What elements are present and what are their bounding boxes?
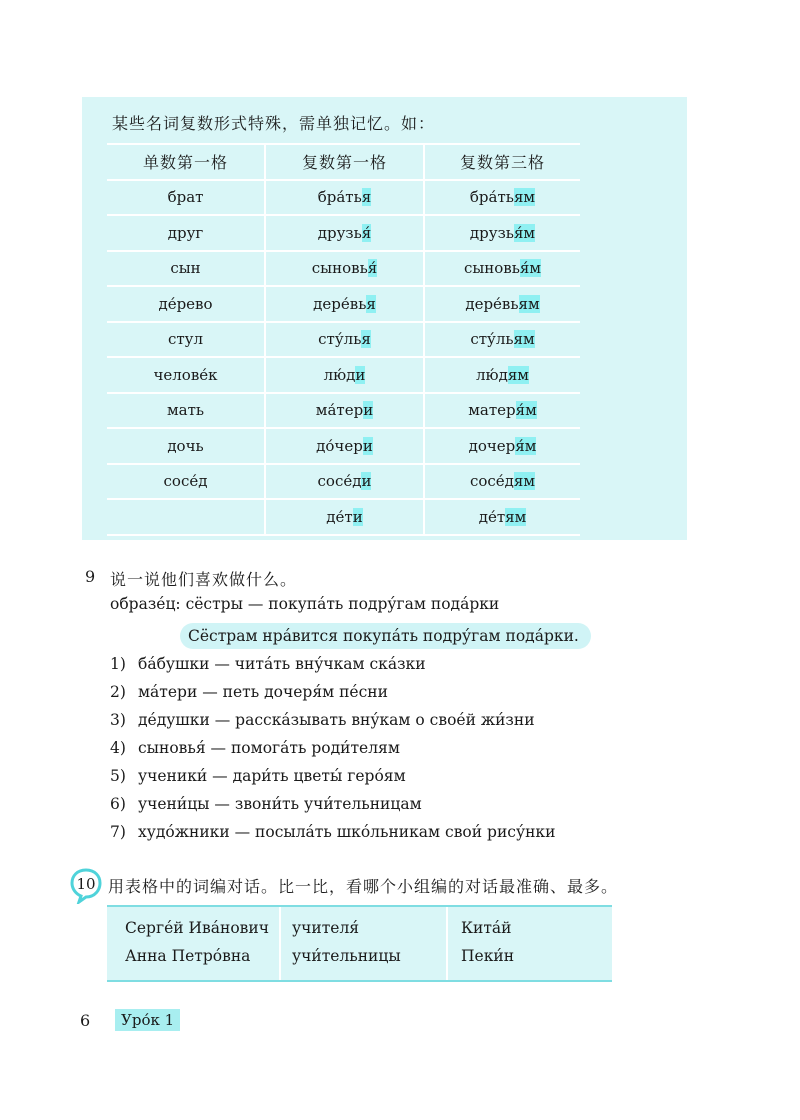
word-stem: сосе́д bbox=[317, 472, 362, 491]
plural-nominative-cell bbox=[265, 286, 424, 322]
singular-cell: друг bbox=[107, 215, 265, 251]
highlighted-ending: я́м bbox=[513, 223, 536, 242]
plural-table-row bbox=[107, 464, 580, 500]
item-number: 3) bbox=[110, 711, 126, 729]
highlighted-ending: ям bbox=[505, 507, 527, 526]
highlighted-ending: я́м bbox=[515, 436, 537, 455]
highlighted-ending: я́м bbox=[515, 401, 537, 420]
plural-table-row bbox=[107, 428, 580, 464]
item-text: ба́бушки — чита́ть вну́чкам ска́зки bbox=[138, 655, 426, 673]
plural-nominative-cell bbox=[265, 322, 424, 358]
exercise-10-number: 10 bbox=[76, 875, 96, 893]
plural-dative-cell bbox=[424, 215, 580, 251]
plural-forms-table bbox=[107, 143, 580, 536]
plural-nominative-cell bbox=[265, 464, 424, 500]
word-column-roles bbox=[281, 907, 448, 980]
highlighted-ending: и bbox=[362, 436, 373, 455]
word-stem: бра́ть bbox=[317, 188, 362, 207]
word-cell: учи́тельницы bbox=[292, 947, 401, 965]
exercise-9-sample-answer: Сёстрам нра́вится покупа́ть подру́гам пода́рки. bbox=[180, 623, 591, 649]
highlighted-ending: и bbox=[363, 401, 374, 420]
item-number: 1) bbox=[110, 655, 126, 673]
word-stem: друзь bbox=[469, 223, 514, 242]
exercise-9-title: 说一说他们喜欢做什么。 bbox=[110, 570, 298, 589]
plural-table-row bbox=[107, 322, 580, 358]
plural-table-row bbox=[107, 357, 580, 393]
exercise-9-sample: образе́ц: сёстры — покупа́ть подру́гам пода́рки bbox=[110, 595, 500, 613]
lesson-tag: Уро́к 1 bbox=[115, 1009, 180, 1031]
word-cell: Пеки́н bbox=[461, 947, 515, 965]
word-cell: учителя́ bbox=[292, 919, 360, 937]
exercise-item bbox=[110, 650, 555, 678]
plural-dative-cell bbox=[424, 180, 580, 216]
plural-nominative-cell bbox=[265, 215, 424, 251]
exercise-10-badge bbox=[70, 868, 102, 904]
singular-cell: стул bbox=[107, 322, 265, 358]
item-number: 2) bbox=[110, 683, 126, 701]
word-column-places bbox=[448, 907, 612, 980]
word-stem: друзь bbox=[317, 223, 362, 242]
singular-cell: сосе́д bbox=[107, 464, 265, 500]
header-plural-dative: 复数第三格 bbox=[424, 144, 580, 180]
word-stem: де́т bbox=[326, 507, 353, 526]
item-text: сыновья́ — помога́ть роди́телям bbox=[138, 739, 400, 757]
plural-dative-cell bbox=[424, 428, 580, 464]
singular-cell: мать bbox=[107, 393, 265, 429]
singular-cell: де́рево bbox=[107, 286, 265, 322]
item-number: 7) bbox=[110, 823, 126, 841]
word-stem: лю́д bbox=[323, 365, 356, 384]
plural-dative-cell bbox=[424, 251, 580, 287]
exercise-item bbox=[110, 678, 555, 706]
highlighted-ending: я bbox=[361, 330, 371, 349]
item-number: 4) bbox=[110, 739, 126, 757]
plural-nominative-cell bbox=[265, 251, 424, 287]
plural-nominative-cell bbox=[265, 428, 424, 464]
highlighted-ending: и bbox=[355, 365, 366, 384]
word-stem: сыновь bbox=[311, 259, 368, 278]
page-number: 6 bbox=[80, 1011, 91, 1030]
item-number: 5) bbox=[110, 767, 126, 785]
plural-nominative-cell bbox=[265, 499, 424, 535]
word-stem: сту́ль bbox=[318, 330, 362, 349]
highlighted-ending: я bbox=[366, 294, 376, 313]
highlighted-ending: я bbox=[361, 188, 372, 207]
item-text: ученики́ — дари́ть цветы́ геро́ям bbox=[138, 767, 406, 785]
item-number: 6) bbox=[110, 795, 126, 813]
item-text: де́душки — расска́зывать вну́кам о свое́й жи́зни bbox=[138, 711, 535, 729]
plural-nominative-cell bbox=[265, 357, 424, 393]
plural-dative-cell bbox=[424, 286, 580, 322]
singular-cell: брат bbox=[107, 180, 265, 216]
plural-nominative-cell bbox=[265, 180, 424, 216]
plural-dative-cell bbox=[424, 464, 580, 500]
plural-table-body bbox=[107, 180, 580, 535]
highlighted-ending: я́ bbox=[367, 259, 378, 278]
highlighted-ending: ям bbox=[513, 472, 536, 491]
word-stem: лю́д bbox=[476, 365, 508, 384]
note-title: 某些名词复数形式特殊，需单独记忆。如： bbox=[112, 114, 436, 133]
plural-table-row bbox=[107, 393, 580, 429]
word-stem: сосе́д bbox=[469, 472, 514, 491]
word-stem: сту́ль bbox=[470, 330, 514, 349]
singular-cell: сын bbox=[107, 251, 265, 287]
plural-note-box bbox=[82, 97, 687, 540]
plural-dative-cell bbox=[424, 393, 580, 429]
plural-dative-cell bbox=[424, 499, 580, 535]
word-stem: до́чер bbox=[316, 436, 363, 455]
highlighted-ending: ям bbox=[513, 188, 536, 207]
header-singular-nominative: 单数第一格 bbox=[107, 144, 265, 180]
exercise-10-title: 用表格中的词编对话。比一比，看哪个小组编的对话最准确、最多。 bbox=[108, 877, 619, 896]
exercise-item bbox=[110, 706, 555, 734]
plural-dative-cell bbox=[424, 322, 580, 358]
item-text: ма́тери — петь дочеря́м пе́сни bbox=[138, 683, 388, 701]
word-stem: сыновь bbox=[463, 259, 520, 278]
word-column-names bbox=[107, 907, 281, 980]
singular-cell bbox=[107, 499, 265, 535]
word-stem: дере́вь bbox=[465, 294, 519, 313]
word-stem: дере́вь bbox=[313, 294, 367, 313]
word-stem: де́т bbox=[478, 507, 506, 526]
plural-table-row bbox=[107, 251, 580, 287]
exercise-item bbox=[110, 762, 555, 790]
singular-cell: дочь bbox=[107, 428, 265, 464]
highlighted-ending: и bbox=[361, 472, 372, 491]
exercise-9-items bbox=[110, 650, 555, 846]
exercise-item bbox=[110, 734, 555, 762]
header-plural-nominative: 复数第一格 bbox=[265, 144, 424, 180]
highlighted-ending: я́м bbox=[519, 259, 542, 278]
exercise-item bbox=[110, 790, 555, 818]
plural-table-row bbox=[107, 499, 580, 535]
word-stem: ма́тер bbox=[315, 401, 364, 420]
exercise-9-number: 9 bbox=[85, 567, 96, 586]
highlighted-ending: ям bbox=[513, 330, 535, 349]
word-stem: дочер bbox=[468, 436, 516, 455]
plural-table-row bbox=[107, 180, 580, 216]
word-stem: бра́ть bbox=[469, 188, 514, 207]
highlighted-ending: и bbox=[352, 507, 363, 526]
highlighted-ending: я́ bbox=[361, 223, 372, 242]
singular-cell: челове́к bbox=[107, 357, 265, 393]
plural-table-row bbox=[107, 215, 580, 251]
plural-dative-cell bbox=[424, 357, 580, 393]
highlighted-ending: ям bbox=[518, 294, 540, 313]
plural-nominative-cell bbox=[265, 393, 424, 429]
word-cell: Кита́й bbox=[461, 919, 512, 937]
word-cell: Анна Петро́вна bbox=[125, 947, 251, 965]
exercise-10-word-table bbox=[107, 905, 612, 982]
plural-table-row bbox=[107, 286, 580, 322]
item-text: худо́жники — посыла́ть шко́льникам свои́ рису́нки bbox=[138, 823, 556, 841]
word-cell: Серге́й Ива́нович bbox=[125, 919, 269, 937]
highlighted-ending: ям bbox=[507, 365, 529, 384]
item-text: учени́цы — звони́ть учи́тельницам bbox=[138, 795, 422, 813]
word-stem: матер bbox=[468, 401, 516, 420]
exercise-item bbox=[110, 818, 555, 846]
